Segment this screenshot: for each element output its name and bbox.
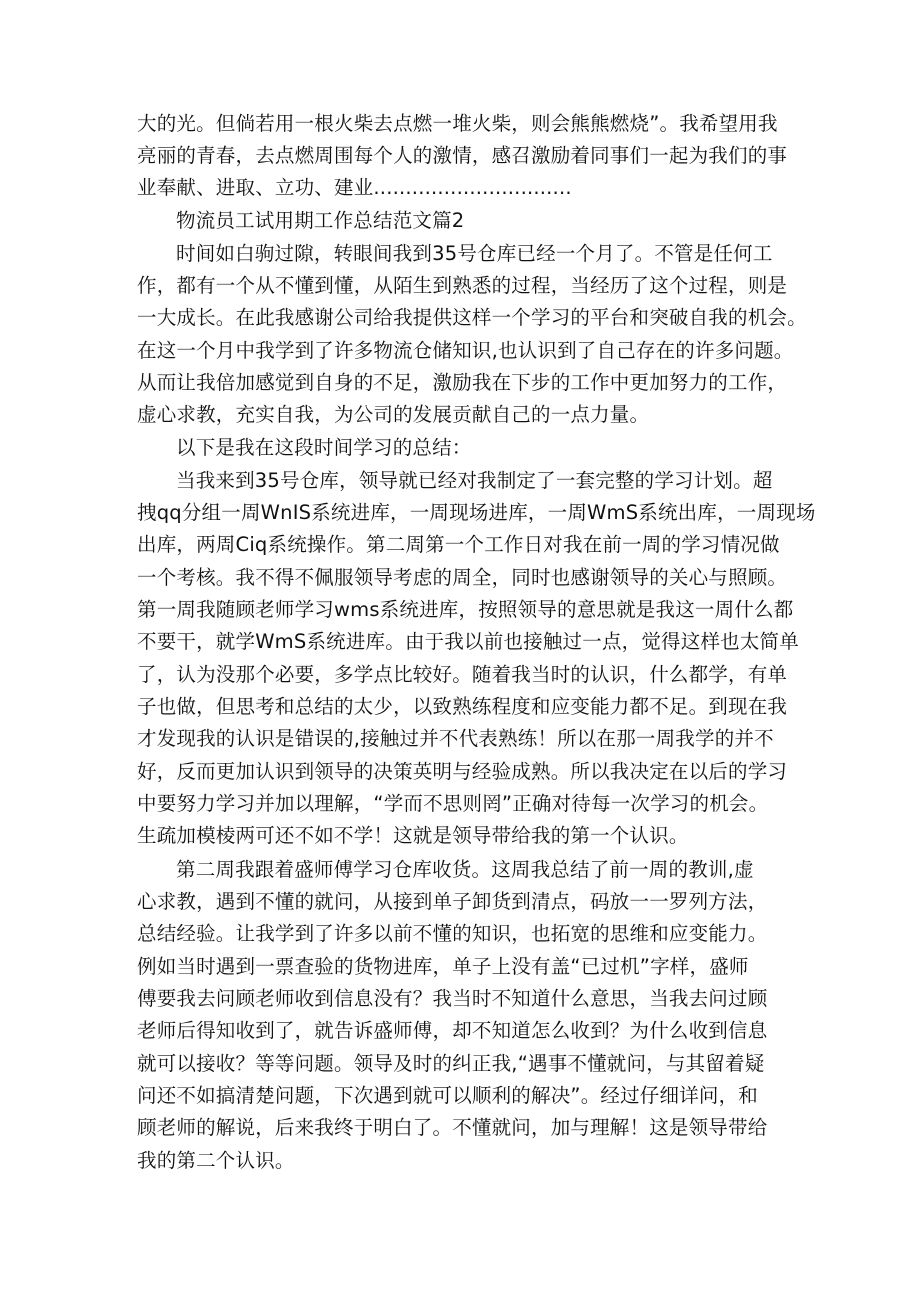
text-line: 顾老师的解说，后来我终于明白了。不懂就问，加与理解！这是领导带给 — [137, 1116, 768, 1139]
text-line: 以下是我在这段时间学习的总结： — [176, 436, 472, 459]
text-line: 一大成长。在此我感谢公司给我提供这样一个学习的平台和突破自我的机会。 — [137, 306, 807, 329]
text-line: 第二周我跟着盛师傅学习仓库收货。这周我总结了前一周的教训,虚 — [176, 858, 754, 881]
text-line: 虚心求教，充实自我，为公司的发展贡献自己的一点力量。 — [137, 403, 650, 426]
text-line: 问还不如搞清楚问题，下次遇到就可以顺利的解决”。经过仔细详问，和 — [137, 1084, 759, 1107]
text-line: 业奉献、进取、立功、建业............................... — [137, 176, 572, 199]
text-line: 在这一个月中我学到了许多物流仓储知识,也认识到了自己存在的许多问题。 — [137, 339, 794, 362]
text-line: 子也做，但思考和总结的太少，以致熟练程度和应变能力都不足。到现在我 — [137, 695, 788, 718]
text-line: 总结经验。让我学到了许多以前不懂的知识，也拓宽的思维和应变能力。 — [137, 922, 768, 945]
text-line: 拽qq分组一周WnIS系统进库，一周现场进库，一周WmS系统出库，一周现场 — [137, 501, 816, 524]
text-line: 就可以接收？等等问题。领导及时的纠正我,“遇事不懂就问，与其留着疑 — [137, 1052, 765, 1075]
text-line: 出库，两周Ciq系统操作。第二周第一个工作日对我在前一周的学习情况做 — [137, 533, 780, 556]
text-line: 作，都有一个从不懂到懂，从陌生到熟悉的过程，当经历了这个过程，则是 — [137, 274, 788, 297]
text-line: 傅要我去问顾老师收到信息没有？我当时不知道什么意思，当我去问过顾 — [137, 987, 768, 1010]
text-line: 好，反而更加认识到领导的决策英明与经验成熟。所以我决定在以后的学习 — [137, 760, 788, 783]
section-heading: 物流员工试用期工作总结范文篇2 — [176, 209, 465, 232]
text-line: 例如当时遇到一票查验的货物进库，单子上没有盖“已过机”字样，盛师 — [137, 955, 749, 978]
text-line: 老师后得知收到了，就告诉盛师傅，却不知道怎么收到？为什么收到信息 — [137, 1019, 768, 1042]
text-line: 亮丽的青春，去点燃周围每个人的激情，感召激励着同事们一起为我们的事 — [137, 144, 788, 167]
text-line: 生疏加模棱两可还不如不学！这就是领导带给我的第一个认识。 — [137, 824, 689, 847]
text-line: 才发现我的认识是错误的,接触过并不代表熟练！所以在那一周我学的并不 — [137, 727, 774, 750]
text-line: 不要干，就学WmS系统进库。由于我以前也接触过一点，觉得这样也太简单 — [137, 630, 799, 653]
text-line: 大的光。但倘若用一根火柴去点燃一堆火柴，则会熊熊燃烧”。我希望用我 — [137, 112, 778, 135]
text-line: 从而让我倍加感觉到自身的不足，激励我在下步的工作中更加努力的工作， — [137, 371, 788, 394]
text-line: 中要努力学习并加以理解，“学而不思则罔”正确对待每一次学习的机会。 — [137, 792, 769, 815]
text-line: 时间如白驹过隙，转眼间我到35号仓库已经一个月了。不管是任何工 — [176, 242, 773, 265]
text-line: 一个考核。我不得不佩服领导考虑的周全，同时也感谢领导的关心与照顾。 — [137, 566, 788, 589]
text-line: 心求教，遇到不懂的就问，从接到单子卸货到清点，码放一一罗列方法， — [137, 890, 768, 913]
text-line: 我的第二个认识。 — [137, 1149, 295, 1172]
text-line: 当我来到35号仓库，领导就已经对我制定了一套完整的学习计划。超 — [176, 469, 773, 492]
text-line: 第一周我随顾老师学习wms系统进库，按照领导的意思就是我这一周什么都 — [137, 598, 794, 621]
text-line: 了，认为没那个必要，多学点比较好。随着我当时的认识，什么都学，有单 — [137, 663, 788, 686]
